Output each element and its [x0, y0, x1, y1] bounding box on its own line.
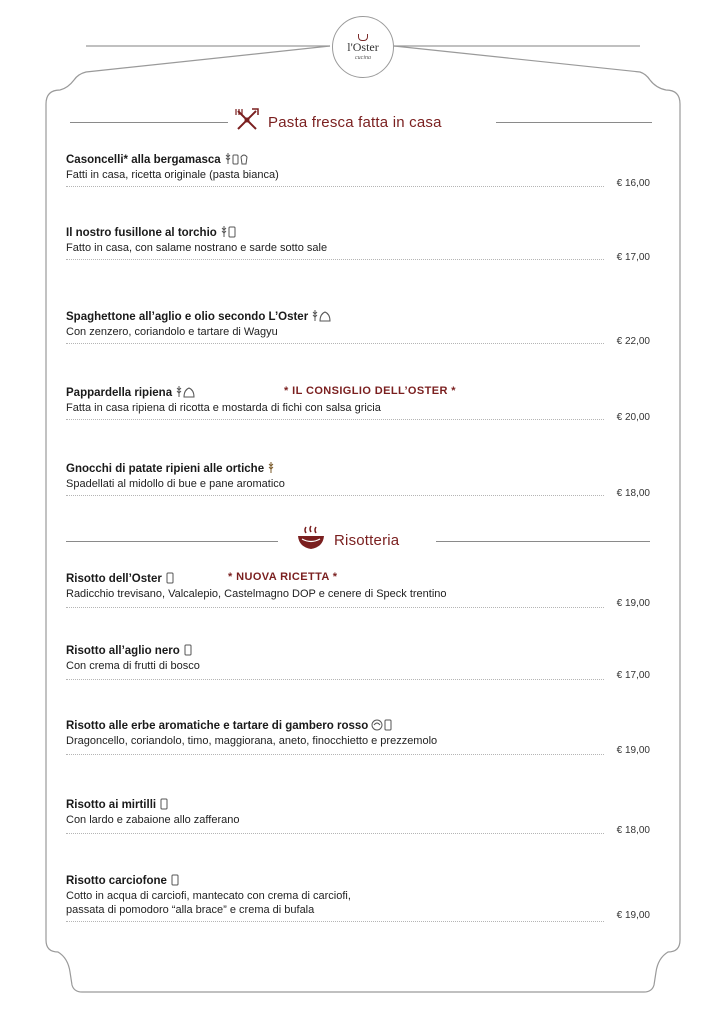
item-price: € 19,00 [616, 745, 650, 756]
menu-item [66, 718, 650, 758]
dotted-leader [66, 186, 604, 187]
new-recipe-badge: * NUOVA RICETTA * [228, 571, 338, 583]
dotted-leader [66, 754, 604, 755]
section-title: Risotteria [334, 531, 400, 549]
item-description: Cotto in acqua di carciofi, mantecato con crema di carciofi, [66, 890, 351, 902]
shellfish-icon [371, 718, 395, 734]
item-price: € 19,00 [616, 598, 650, 609]
dotted-leader [66, 419, 604, 420]
menu-item [66, 385, 650, 425]
item-name: Risotto all’aglio nero [66, 645, 180, 657]
item-name: Risotto alle erbe aromatiche e tartare di gambero rosso [66, 720, 369, 732]
item-description: Fatta in casa ripiena di ricotta e mostarda di fichi con salsa gricia [66, 402, 381, 414]
item-description: Dragoncello, coriandolo, timo, maggiorana, aneto, finocchietto e prezzemolo [66, 735, 438, 747]
menu-item [66, 152, 650, 192]
menu-item [66, 225, 650, 265]
dotted-leader [66, 921, 604, 922]
milk-icon [170, 873, 180, 889]
item-description: Con lardo e zabaione allo zafferano [66, 814, 240, 826]
item-name: Gnocchi di patate ripieni alle ortiche [66, 463, 265, 475]
menu-item [66, 461, 650, 501]
item-description: Spadellati al midollo di bue e pane aromatico [66, 478, 285, 490]
logo-subtitle: cucina [355, 54, 371, 61]
milk-icon [159, 797, 169, 813]
menu-item [66, 797, 650, 837]
item-price: € 18,00 [616, 488, 650, 499]
menu-item [66, 571, 650, 611]
section-rule-left [70, 122, 228, 123]
section-rule-right [436, 541, 650, 542]
item-price: € 22,00 [616, 336, 650, 347]
item-name: Pappardella ripiena [66, 387, 173, 399]
item-name: Il nostro fusillone al torchio [66, 227, 217, 239]
section-header-risotteria [296, 528, 399, 552]
wheat-icon [267, 461, 277, 477]
item-name: Risotto dell’Oster [66, 573, 162, 585]
section-rule-left [66, 541, 278, 542]
dotted-leader [66, 495, 604, 496]
restaurant-logo [332, 16, 394, 78]
dotted-leader [66, 343, 604, 344]
item-name: Risotto carciofone [66, 875, 167, 887]
item-description: Radicchio trevisano, Valcalepio, Castelmagno DOP e cenere di Speck trentino [66, 588, 447, 600]
item-name: Casoncelli* alla bergamasca [66, 154, 221, 166]
wheat-icon [175, 385, 197, 401]
logo-name: l'Oster [347, 39, 379, 54]
item-description: Con zenzero, coriandolo e tartare di Wagyu [66, 326, 278, 338]
section-rule-right [496, 122, 652, 123]
item-description-line-2: passata di pomodoro “alla brace” e crema di bufala [66, 904, 315, 916]
item-name: Risotto ai mirtilli [66, 799, 157, 811]
wheat-icon [311, 309, 333, 325]
item-name: Spaghettone all’aglio e olio secondo L’Oster [66, 311, 309, 323]
item-price: € 17,00 [616, 252, 650, 263]
item-description: Con crema di frutti di bosco [66, 660, 200, 672]
dotted-leader [66, 679, 604, 680]
recommendation-badge: * IL CONSIGLIO DELL’OSTER * [284, 385, 456, 397]
menu-item [66, 309, 650, 349]
item-description: Fatto in casa, con salame nostrano e sarde sotto sale [66, 242, 328, 254]
section-title: Pasta fresca fatta in casa [268, 113, 442, 131]
item-price: € 17,00 [616, 670, 650, 681]
item-price: € 19,00 [616, 910, 650, 921]
milk-icon [183, 643, 193, 659]
item-description: Fatti in casa, ricetta originale (pasta bianca) [66, 169, 279, 181]
wheat-icon [224, 152, 250, 168]
section-header-pasta [234, 110, 442, 134]
menu-item [66, 643, 650, 683]
dotted-leader [66, 833, 604, 834]
dotted-leader [66, 259, 604, 260]
item-price: € 20,00 [616, 412, 650, 423]
cutlery-icon [234, 107, 260, 138]
menu-item [66, 873, 650, 923]
item-price: € 18,00 [616, 825, 650, 836]
soup-bowl-icon [296, 525, 326, 556]
wheat-icon [220, 225, 238, 241]
milk-icon [165, 571, 175, 587]
item-price: € 16,00 [616, 178, 650, 189]
dotted-leader [66, 607, 604, 608]
